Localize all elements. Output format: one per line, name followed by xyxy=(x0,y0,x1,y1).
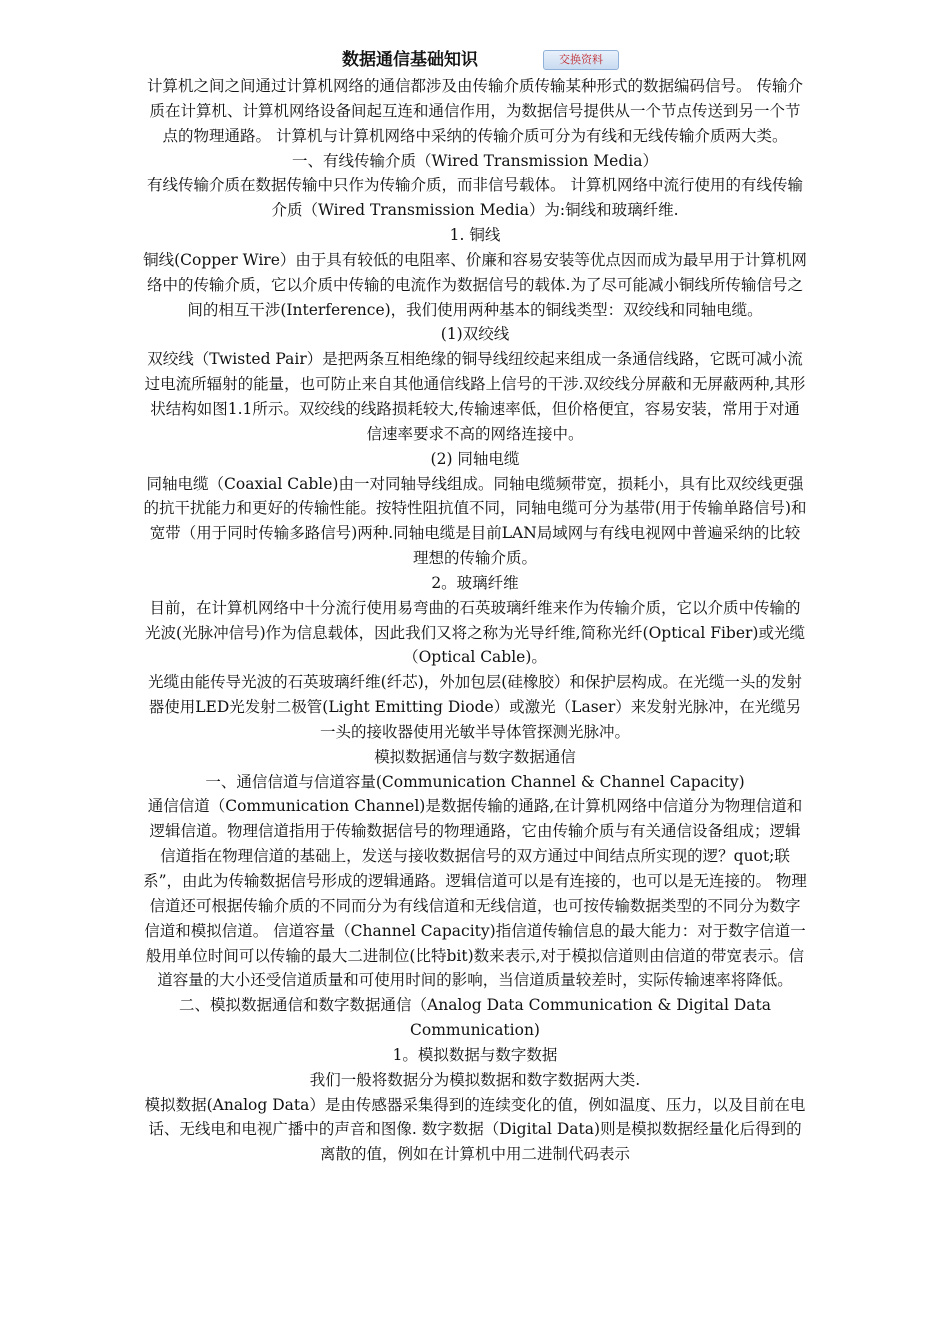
paragraph: 铜线(Copper Wire）由于具有较低的电阻率、价廉和容易安装等优点因而成为最早用于计算机网络中的传输介质，它以介质中传输的电流作为数据信号的载体.为了尽可能减小铜线所传输信号之间的相互干涉(Interference)，我们使用两种基本的铜线类型：双绞线和同轴电缆。 xyxy=(143,250,807,319)
section-heading: 模拟数据通信与数字数据通信 xyxy=(374,747,576,766)
paragraph: 模拟数据(Analog Data）是由传感器采集得到的连续变化的值，例如温度、压力，以及目前在电话、无线电和电视广播中的声音和图像. 数字数据（Digital Data)则是模拟数据经量化后得到的离散的值，例如在计算机中用二进制代码表示 xyxy=(144,1095,806,1164)
exchange-stamp: 交换资料 xyxy=(543,50,619,70)
paragraph: 有线传输介质在数据传输中只作为传输介质，而非信号载体。 计算机网络中流行使用的有线传输介质（Wired Transmission Media）为:铜线和玻璃纤维. xyxy=(147,176,803,220)
subsection-heading: (2) 同轴电缆 xyxy=(430,449,520,468)
paragraph: 计算机之间之间通过计算机网络的通信都涉及由传输介质传输某种形式的数据编码信号。 传输介质在计算机、计算机网络设备间起互连和通信作用，为数据信号提供从一个节点传送到另一个节点的物理通路。 计算机与计算机网络中采纳的传输介质可分为有线和无线传输介质两大类。 xyxy=(147,77,803,145)
section-heading: 一、有线传输介质（Wired Transmission Media） xyxy=(292,151,658,170)
subsection-heading: 2。玻璃纤维 xyxy=(431,573,519,592)
subsection-heading: 1. 铜线 xyxy=(449,226,501,245)
subsection-heading: (1)双绞线 xyxy=(440,325,510,344)
section-heading: 一、通信信道与信道容量(Communication Channel & Channel Capacity) xyxy=(205,772,745,791)
subsection-heading: 1。模拟数据与数字数据 xyxy=(392,1045,558,1064)
document-title: 数据通信基础知识 xyxy=(342,50,478,70)
paragraph: 同轴电缆（Coaxial Cable)由一对同轴导线组成。同轴电缆频带宽，损耗小，具有比双绞线更强的抗干扰能力和更好的传输性能。按特性阻抗值不同，同轴电缆可分为基带(用于传输单路信号)和宽带（用于同时传输多路信号)两种.同轴电缆是目前LAN局域网与有线电视网中普遍采纳的比较理想的传输介质。 xyxy=(143,474,807,568)
paragraph: 通信信道（Communication Channel)是数据传输的通路,在计算机网络中信道分为物理信道和逻辑信道。物理信道指用于传输数据信号的物理通路，它由传输介质与有关通信设备组成；逻辑信道指在物理信道的基础上，发送与接收数据信号的双方通过中间结点所实现的逻？quot;联系”，由此为传输数据信号形成的逻辑通路。逻辑信道可以是有连接的，也可以是无连接的。 物理信道还可根据传输介质的不同而分为有线信道和无线信道，也可按传输数据类型的不同分为数字信道和模拟信道。 信道容量（Channel Capacity)指信道传输信息的最大能力：对于数字信道一般用单位时间可以传输的最大二进制位(比特bit)数来表示,对于模拟信道则由信道的带宽表示。信道容量的大小还受信道质量和可使用时间的影响，当信道质量较差时，实际传输速率将降低。 xyxy=(143,797,807,990)
section-heading: 二、模拟数据通信和数字数据通信（Analog Data Communication & Digital Data Communication) xyxy=(179,996,771,1040)
document-body xyxy=(143,74,807,1167)
paragraph: 光缆由能传导光波的石英玻璃纤维(纤芯)，外加包层(硅橡胶）和保护层构成。在光缆一头的发射器使用LED光发射二极管(Light Emitting Diode）或激光（Laser）来发射光脉冲，在光缆另一头的接收器使用光敏半导体管探测光脉冲。 xyxy=(148,673,802,741)
paragraph: 我们一般将数据分为模拟数据和数字数据两大类. xyxy=(309,1070,641,1089)
paragraph: 目前，在计算机网络中十分流行使用易弯曲的石英玻璃纤维来作为传输介质，它以介质中传输的光波(光脉冲信号)作为信息载体，因此我们又将之称为光导纤维,简称光纤(Optical Fiber)或光缆（Optical Cable)。 xyxy=(145,598,805,667)
paragraph: 双绞线（Twisted Pair）是把两条互相绝缘的铜导线纽绞起来组成一条通信线路，它既可减小流过电流所辐射的能量，也可防止来自其他通信线路上信号的干涉.双绞线分屏蔽和无屏蔽两种,其形状结构如图1.1所示。双绞线的线路损耗较大,传输速率低，但价格便宜，容易安装，常用于对通信速率要求不高的网络连接中。 xyxy=(144,350,806,443)
